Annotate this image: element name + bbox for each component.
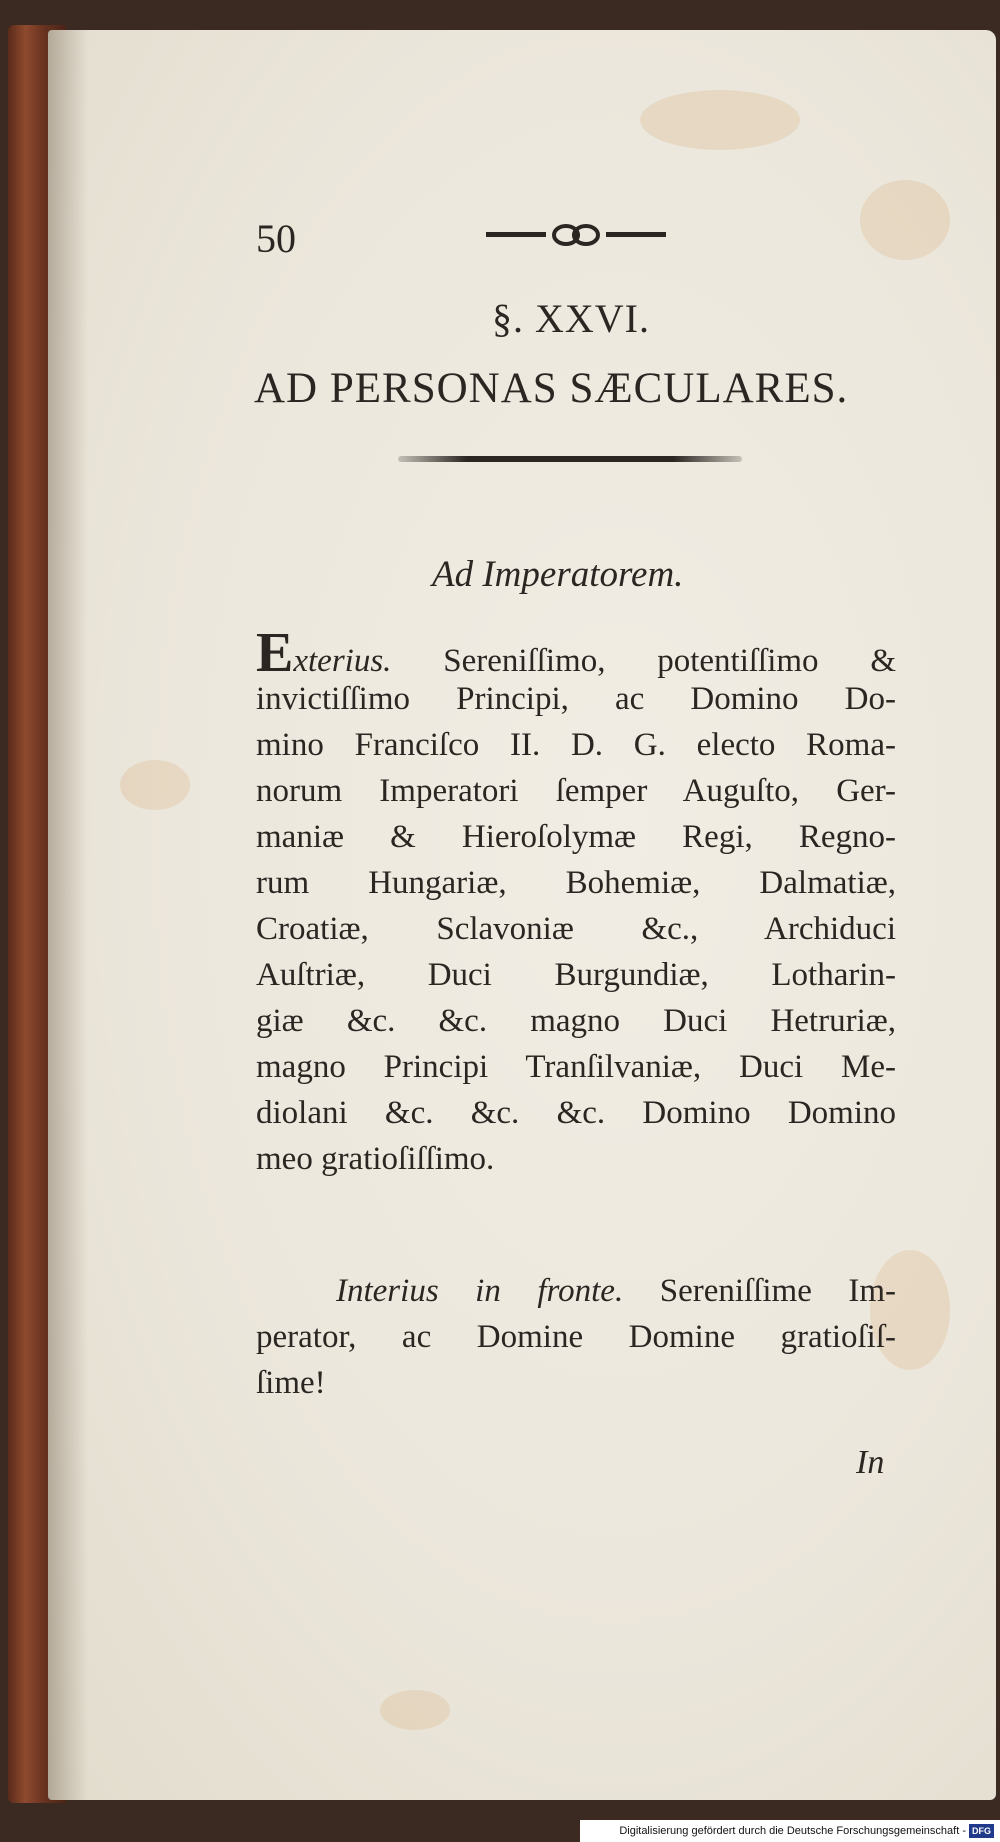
page-number: 50	[256, 216, 296, 261]
catchword: In	[856, 1444, 885, 1481]
text-line: meo gratioſiſſimo.	[256, 1141, 495, 1177]
drop-cap: E	[256, 622, 294, 684]
text-line: maniæ & Hieroſolymæ Regi, Regno-	[256, 819, 896, 855]
text-line: giæ &c. &c. magno Duci Hetruriæ,	[256, 1003, 896, 1039]
text-line: Auſtriæ, Duci Burgundiæ, Lotharin-	[256, 957, 896, 993]
text-line: Croatiæ, Sclavoniæ &c., Archiduci	[256, 911, 896, 947]
text-line: perator, ac Domine Domine gratioſiſ-	[256, 1319, 896, 1355]
title-rule	[398, 456, 742, 462]
credit-text: Digitalisierung gefördert durch die Deutsche Forschungsgemeinschaft -	[619, 1825, 966, 1837]
text-line: rum Hungariæ, Bohemiæ, Dalmatiæ,	[256, 865, 896, 901]
text-line: mino Franciſco II. D. G. electo Roma-	[256, 727, 896, 763]
text-line: diolani &c. &c. &c. Domino Domino	[256, 1095, 896, 1131]
paragraph-lead: xterius.	[293, 643, 392, 679]
digitization-credit	[580, 1820, 1000, 1842]
text-line: ſime!	[256, 1365, 326, 1401]
paper-stain	[640, 90, 800, 150]
text-line	[256, 622, 896, 684]
paragraph-lead: Interius in fronte.	[336, 1273, 624, 1309]
dfg-logo: DFG	[969, 1824, 994, 1838]
text-line: magno Principi Tranſilvaniæ, Duci Me-	[256, 1049, 896, 1085]
header-ornament	[486, 222, 666, 248]
gutter-shadow	[48, 30, 88, 1800]
paper-stain	[120, 760, 190, 810]
text-line-content: Sereniſſime Im-	[659, 1273, 896, 1309]
text-line: invictiſſimo Principi, ac Domino Do-	[256, 681, 896, 717]
text-line	[256, 1268, 896, 1314]
section-number: §. XXVI.	[492, 296, 650, 341]
section-title: AD PERSONAS SÆCULARES.	[254, 365, 849, 412]
paper-stain	[380, 1690, 450, 1730]
text-line: norum Imperatori ſemper Auguſto, Ger-	[256, 773, 896, 809]
subheading: Ad Imperatorem.	[432, 554, 684, 595]
paper-stain	[860, 180, 950, 260]
text-line-content: Sereniſſimo, potentiſſimo &	[443, 643, 896, 679]
